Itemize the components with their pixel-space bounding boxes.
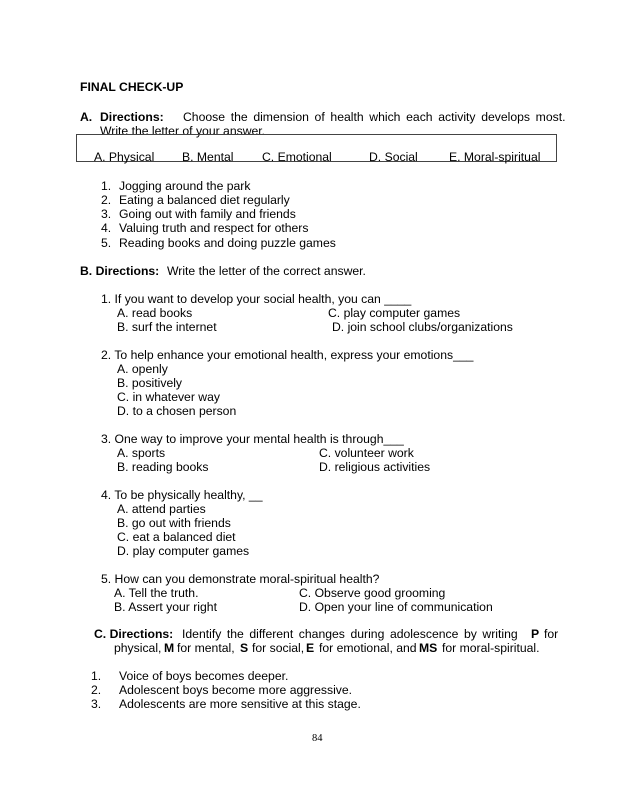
social-label: for social, (252, 641, 305, 655)
q4-option-a: A. attend parties (117, 502, 206, 516)
question-2: 2. To help enhance your emotional health, express your emotions___ (101, 348, 474, 362)
question-3: 3. One way to improve your mental health is through___ (101, 432, 404, 446)
section-a-directions-text: Choose the dimension of health which each activity develops most. (183, 110, 566, 124)
question-4: 4. To be physically healthy, __ (101, 488, 263, 502)
list-item: Voice of boys becomes deeper. (119, 669, 289, 683)
list-item-number: 4. (101, 221, 112, 235)
list-item: Eating a balanced diet regularly (119, 193, 290, 207)
q2-option-d: D. to a chosen person (117, 404, 237, 418)
list-item: Jogging around the park (119, 179, 251, 193)
choice-emotional: C. Emotional (262, 150, 332, 164)
section-b-label: B. Directions: (80, 264, 160, 278)
emotional-label: for emotional, and (319, 641, 417, 655)
choice-social: D. Social (369, 150, 418, 164)
choice-physical: A. Physical (94, 150, 155, 164)
q1-option-b: B. surf the internet (117, 320, 217, 334)
moral-label: for moral-spiritual. (442, 641, 540, 655)
code-e: E (306, 641, 315, 655)
q2-option-a: A. openly (117, 362, 168, 376)
q1-option-c: C. play computer games (328, 306, 461, 320)
list-item: Adolescents are more sensitive at this stage. (119, 697, 361, 711)
question-1: 1. If you want to develop your social health, you can ____ (101, 292, 412, 306)
section-a-directions-text-2: Write the letter of your answer. (100, 124, 266, 138)
q3-option-d: D. religious activities (319, 460, 431, 474)
q2-option-b: B. positively (117, 376, 183, 390)
code-ms: MS (419, 641, 438, 655)
section-c-directions-text: Identify the different changes during adolescence by writing (182, 627, 518, 641)
q3-option-c: C. volunteer work (319, 446, 414, 460)
choice-moral-spiritual: E. Moral-spiritual (449, 150, 541, 164)
list-item: Valuing truth and respect for others (119, 221, 309, 235)
choice-mental: B. Mental (182, 150, 234, 164)
question-5: 5. How can you demonstrate moral-spiritual health? (101, 572, 380, 586)
q2-option-c: C. in whatever way (117, 390, 220, 404)
q3-option-b: B. reading books (117, 460, 209, 474)
q1-option-a: A. read books (117, 306, 193, 320)
code-m: M (164, 641, 175, 655)
list-item-number: 5. (101, 236, 112, 250)
list-item-number: 3. (91, 697, 102, 711)
q4-option-d: D. play computer games (117, 544, 250, 558)
code-s: S (240, 641, 249, 655)
section-c-label: C. Directions: (94, 627, 174, 641)
list-item-number: 2. (91, 683, 102, 697)
list-item: Reading books and doing puzzle games (119, 236, 336, 250)
section-a-label: A. (80, 110, 93, 124)
list-item-number: 3. (101, 207, 112, 221)
code-p: P (531, 627, 540, 641)
q3-option-a: A. sports (117, 446, 166, 460)
page-number: 84 (312, 733, 323, 744)
page-title: FINAL CHECK-UP (80, 80, 184, 94)
section-b-directions-text: Write the letter of the correct answer. (167, 264, 366, 278)
list-item-number: 1. (101, 179, 112, 193)
q4-option-c: C. eat a balanced diet (117, 530, 236, 544)
q5-option-b: B. Assert your right (114, 600, 217, 614)
q5-option-d: D. Open your line of communication (299, 600, 493, 614)
q5-option-c: C. Observe good grooming (299, 586, 446, 600)
list-item: Going out with family and friends (119, 207, 296, 221)
for-word: for (544, 627, 559, 641)
q1-option-d: D. join school clubs/organizations (332, 320, 513, 334)
q4-option-b: B. go out with friends (117, 516, 231, 530)
section-a-directions-label: Directions: (100, 110, 164, 124)
list-item: Adolescent boys become more aggressive. (119, 683, 353, 697)
list-item-number: 1. (91, 669, 102, 683)
list-item-number: 2. (101, 193, 112, 207)
physical-label: physical, (114, 641, 162, 655)
mental-label: for mental, (177, 641, 235, 655)
q5-option-a: A. Tell the truth. (114, 586, 199, 600)
